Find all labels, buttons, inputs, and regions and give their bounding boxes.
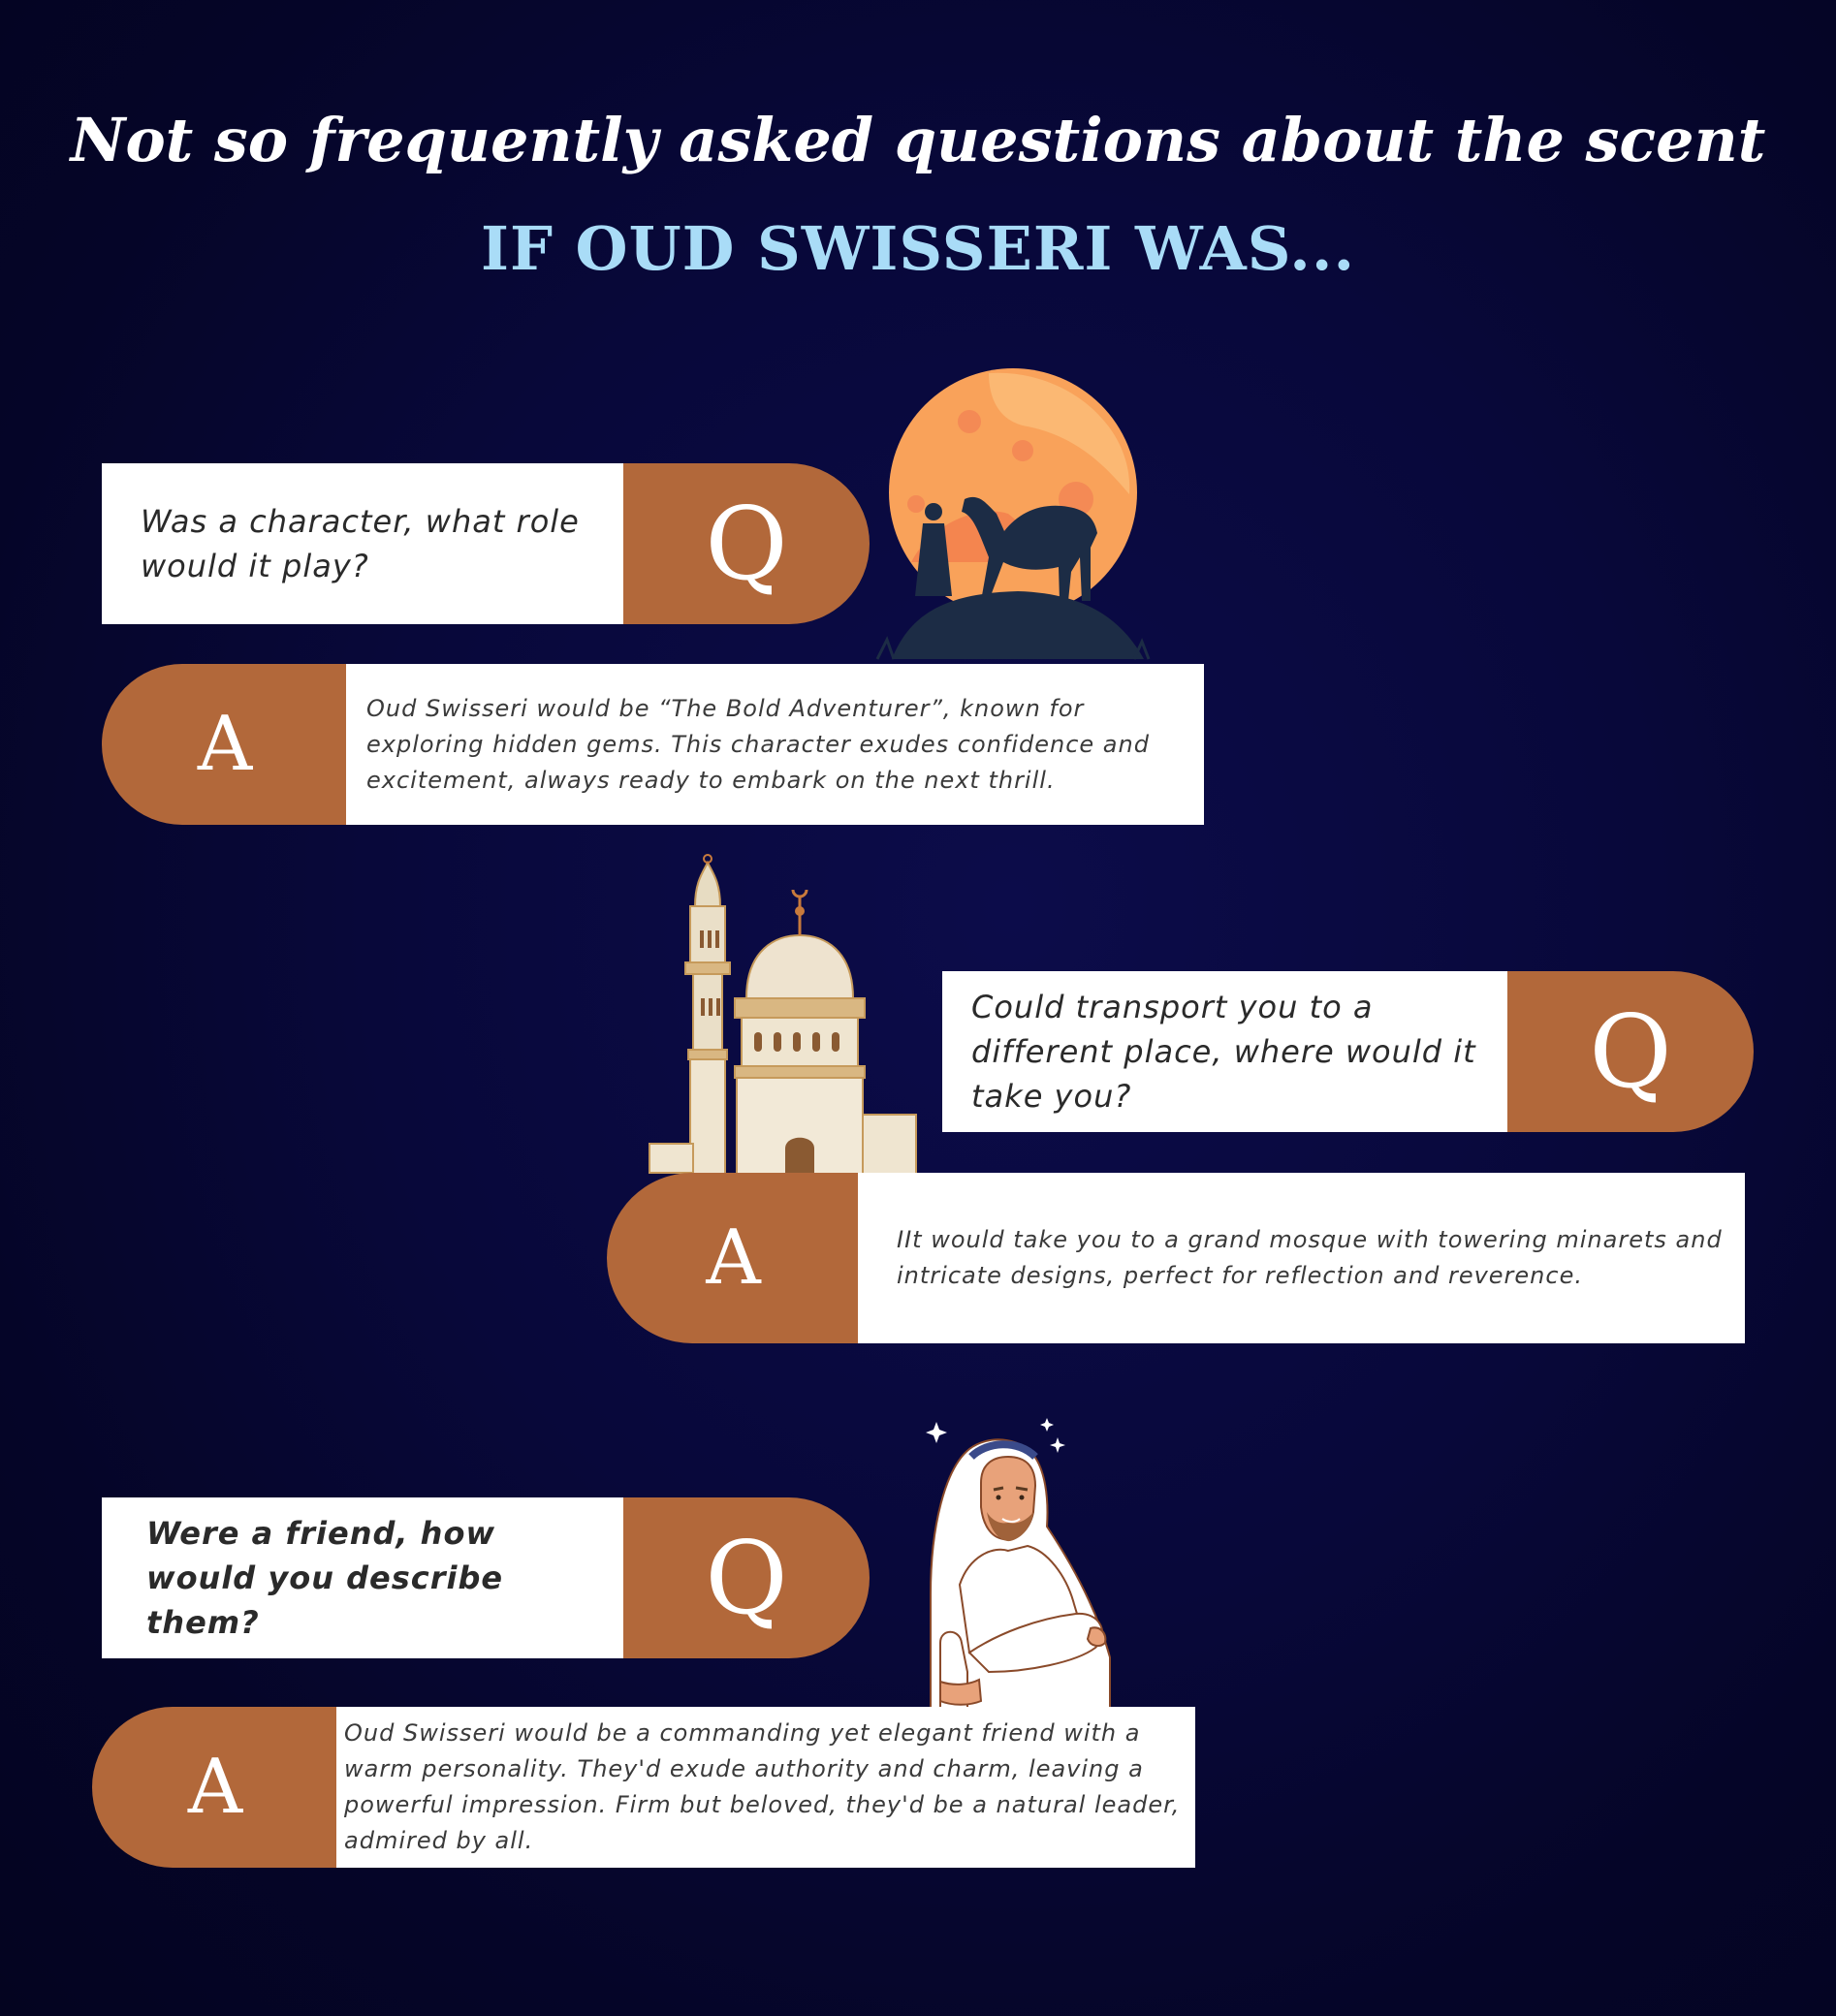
a-letter-2: A bbox=[706, 1214, 761, 1302]
question-card-2 bbox=[942, 971, 1509, 1132]
question-card-3 bbox=[102, 1497, 625, 1658]
question-text-3: Were a friend, how would you describe them? bbox=[146, 1515, 504, 1641]
question-badge-3 bbox=[623, 1497, 870, 1658]
answer-card-3 bbox=[336, 1707, 1195, 1868]
answer-text-1: Oud Swisseri would be “The Bold Adventurer”, known for exploring hidden gems. This character exudes confidence and excitement, always ready to embark on the next thrill. bbox=[366, 694, 1150, 794]
answer-card-2 bbox=[858, 1173, 1745, 1343]
answer-badge-1 bbox=[102, 664, 348, 825]
page-subtitle: IF OUD SWISSERI WAS... bbox=[480, 213, 1356, 284]
question-text-1: Was a character, what role would it play? bbox=[141, 503, 580, 584]
question-card-1 bbox=[102, 463, 625, 624]
arab-man-icon bbox=[902, 1410, 1139, 1711]
question-badge-1 bbox=[623, 463, 870, 624]
page-title: Not so frequently asked questions about the scent bbox=[70, 105, 1766, 175]
q-letter-3: Q bbox=[705, 1519, 788, 1637]
q-letter-2: Q bbox=[1589, 992, 1672, 1111]
a-letter-1: A bbox=[197, 701, 253, 788]
answer-badge-3 bbox=[92, 1707, 338, 1868]
q-letter-1: Q bbox=[705, 485, 788, 603]
answer-text-3: Oud Swisseri would be a commanding yet elegant friend with a warm personality. They'd exude authority and charm, leaving a powerful impression. Firm but beloved, they'd be a natural leader, admired by all. bbox=[344, 1719, 1181, 1854]
question-text-2: Could transport you to a different place, where would it take you? bbox=[971, 989, 1476, 1115]
a-letter-3: A bbox=[187, 1744, 243, 1831]
camel-rider-moon-icon bbox=[872, 368, 1163, 664]
question-badge-2 bbox=[1507, 971, 1754, 1132]
answer-badge-2 bbox=[607, 1173, 860, 1343]
answer-card-1 bbox=[346, 664, 1204, 825]
mosque-icon bbox=[640, 853, 926, 1173]
answer-text-2: IIt would take you to a grand mosque with towering minarets and intricate designs, perfect for reflection and reverence. bbox=[897, 1226, 1723, 1289]
